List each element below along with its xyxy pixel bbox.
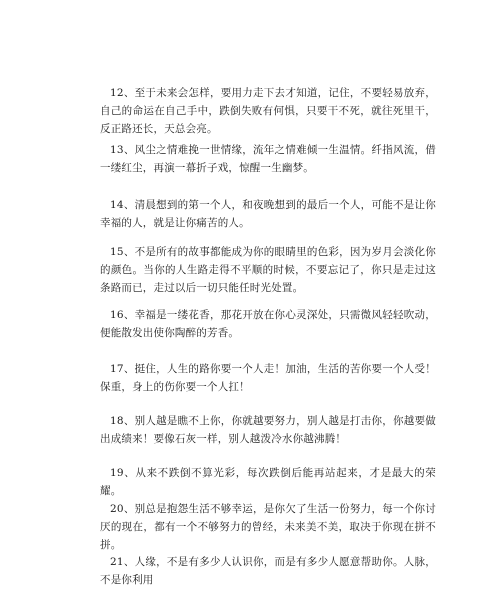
paragraph-number: 19、 (110, 467, 136, 479)
paragraph-number: 12、 (110, 87, 135, 99)
paragraph-text: 清晨想到的第一个人，和夜晚想到的最后一个人，可能不是让你幸福的人，就是让你痛苦的人。 (100, 199, 436, 229)
paragraph-text: 从来不跌倒不算光彩，每次跌倒后能再站起来，才是最大的荣耀。 (100, 467, 436, 497)
paragraph-21 (100, 553, 436, 589)
paragraph-number: 18、 (110, 415, 135, 427)
paragraph-number: 13、 (110, 144, 135, 156)
paragraph-text: 幸福是一缕花香，那花开放在你心灵深处，只需微风轻轻吹动，便能散发出使你陶醉的芳香。 (100, 309, 436, 339)
paragraph-text: 挺住，人生的路你要一个人走！加油，生活的苦你要一个人受！保重，身上的伤你要一个人扛！ (100, 363, 436, 393)
paragraph-text: 别总是抱怨生活不够幸运，是你欠了生活一份努力，每一个你讨厌的现在，都有一个不够努力的曾经，未来美不美，取决于你现在拼不拼。 (100, 503, 436, 551)
paragraph-number: 21、 (110, 556, 135, 568)
paragraph-13 (100, 141, 436, 177)
paragraph-text: 风尘之情难挽一世情缘，流年之情难倾一生温情。纤指风流，借一缕红尘，再演一幕折子戏，惊醒一生幽梦。 (100, 144, 436, 174)
paragraph-18 (100, 412, 436, 448)
paragraph-text: 别人越是瞧不上你，你就越要努力，别人越是打击你，你越要做出成绩来！要像石灰一样，别人越泼冷水你越沸腾！ (100, 415, 436, 445)
paragraph-number: 15、 (110, 246, 135, 258)
paragraph-16 (100, 306, 436, 342)
paragraph-20 (100, 500, 436, 554)
paragraph-17 (100, 360, 436, 396)
paragraph-text: 人缘，不是有多少人认识你，而是有多少人愿意帮助你。人脉，不是你利用 (100, 556, 436, 586)
paragraph-14 (100, 196, 436, 232)
paragraph-number: 14、 (110, 199, 135, 211)
paragraph-12 (100, 84, 436, 138)
paragraph-number: 17、 (110, 363, 135, 375)
paragraph-text: 不是所有的故事都能成为你的眼睛里的色彩，因为岁月会淡化你的颜色。当你的人生路走得不平顺的时候，不要忘记了，你只是走过这条路而已，走过以后一切只能任时光处置。 (100, 246, 436, 294)
paragraph-19 (100, 464, 436, 500)
paragraph-number: 20、 (110, 503, 135, 515)
paragraph-15 (100, 243, 436, 297)
paragraph-text: 至于未来会怎样，要用力走下去才知道，记住，不要轻易放弃，自己的命运在自己手中，跌倒失败有何惧，只要干不死，就往死里干，反正路还长，天总会亮。 (100, 87, 436, 135)
paragraph-number: 16、 (110, 309, 135, 321)
